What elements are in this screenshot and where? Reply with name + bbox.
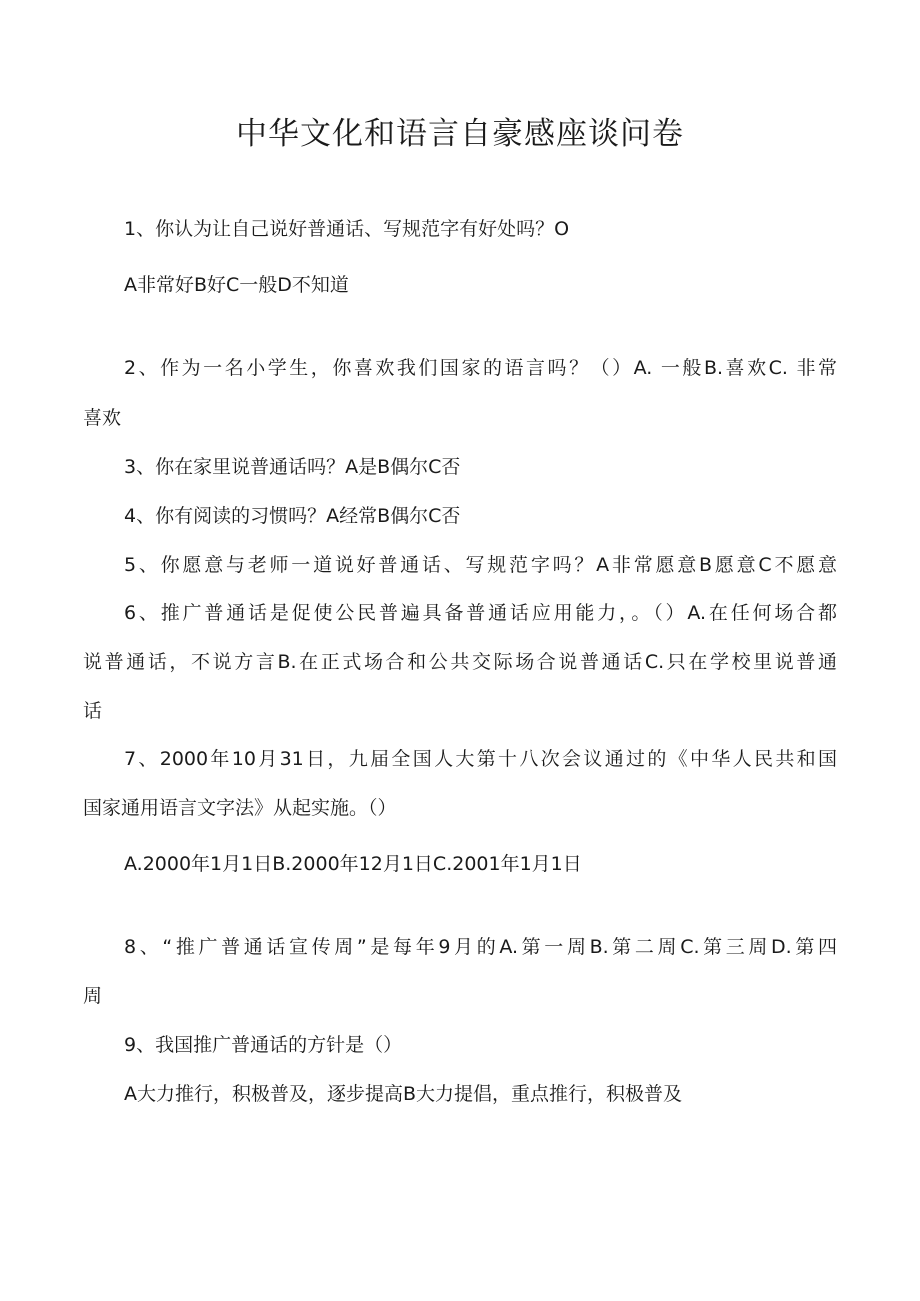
question-5: 5、你愿意与老师一道说好普通话、写规范字吗？A非常愿意B愿意C不愿意 bbox=[124, 554, 837, 576]
question-3: 3、你在家里说普通话吗？A是B偶尔C否 bbox=[124, 456, 461, 478]
question-7-continued: 国家通用语言文字法》从起实施。（） bbox=[83, 797, 397, 819]
question-6: 6、推广普通话是促使公民普遍具备普通话应用能力，。（）A.在任何场合都 bbox=[124, 602, 837, 624]
question-2: 2、作为一名小学生，你喜欢我们国家的语言吗？（）A. 一般B.喜欢C. 非常 bbox=[124, 357, 837, 379]
question-6-continued: 说普通话，不说方言B.在正式场合和公共交际场合说普通话C.只在学校里说普通 bbox=[83, 651, 837, 673]
question-8-continued: 周 bbox=[83, 985, 103, 1007]
question-1: 1、你认为让自己说好普通话、写规范字有好处吗？O bbox=[124, 218, 570, 240]
question-9-options: A大力推行，积极普及，逐步提高B大力提倡，重点推行，积极普及 bbox=[124, 1083, 683, 1105]
document-title: 中华文化和语言自豪感座谈问卷 bbox=[236, 116, 684, 152]
question-2-continued: 喜欢 bbox=[83, 407, 122, 429]
question-9: 9、我国推广普通话的方针是（） bbox=[124, 1034, 403, 1056]
question-8: 8、“推广普通话宣传周”是每年9月的A.第一周B.第二周C.第三周D.第四 bbox=[124, 936, 837, 958]
question-6-end: 话 bbox=[83, 700, 103, 722]
question-7-options: A.2000年1月1日B.2000年12月1日C.2001年1月1日 bbox=[124, 853, 582, 875]
question-7: 7、2000年10月31日，九届全国人大第十八次会议通过的《中华人民共和国 bbox=[124, 748, 837, 770]
question-1-options: A非常好B好C一般D不知道 bbox=[124, 274, 349, 296]
question-4: 4、你有阅读的习惯吗？A经常B偶尔C否 bbox=[124, 505, 461, 527]
